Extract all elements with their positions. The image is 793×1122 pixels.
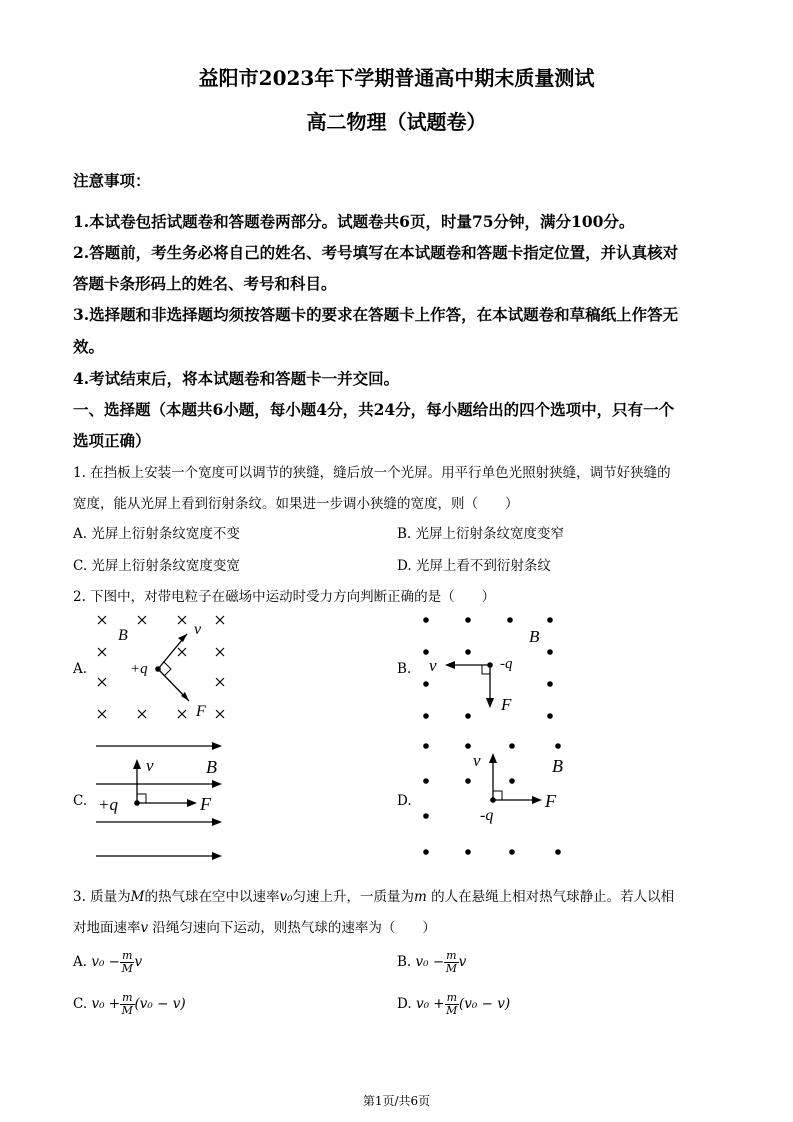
page-footer: 第1页/共6页 [362, 1094, 431, 1108]
force-arrowhead [187, 799, 197, 807]
field-label: B [552, 756, 563, 776]
notice-line-1: 1.本试卷包括试题卷和答题卷两部分。试题卷共6页，时量75分钟，满分100分。 [73, 212, 635, 231]
q3-option-a: A. v₀ − $\frac{m}{M}$ v [73, 949, 143, 975]
q2-diagram-b [415, 610, 575, 725]
right-angle-mark [164, 662, 171, 676]
section1-heading: 一、选择题（本题共6小题，每小题4分，共24分，每小题给出的四个选项中，只有一个 [73, 400, 675, 419]
exam-subtitle: 高二物理（试题卷） [306, 110, 487, 134]
charge-label: +q [130, 661, 148, 677]
velocity-label: v [146, 756, 154, 775]
velocity-label: v [429, 656, 437, 675]
q1-option-d: D. 光屏上看不到衍射条纹 [397, 558, 551, 574]
q2-label-d: D. [397, 793, 412, 809]
notice-line-3: 答题卡条形码上的姓名、考号和科目。 [73, 274, 337, 293]
q2-label-a: A. [73, 661, 88, 677]
q3-stem-2: 对地面速率v 沿绳匀速向下运动，则热气球的速率为（ ） [73, 920, 436, 936]
q2-diagram-d [415, 735, 575, 863]
q2-label-c: C. [73, 793, 88, 809]
charge-label: +q [98, 795, 118, 814]
notice-heading: 注意事项： [73, 171, 151, 190]
charge-label: -q [500, 656, 513, 672]
charge-label: -q [480, 807, 494, 824]
q1-stem-2: 宽度，能从光屏上看到衍射条纹。如果进一步调小狭缝的宽度，则（ ） [73, 496, 519, 512]
force-label: F [196, 703, 206, 720]
notice-line-6: 4.考试结束后，将本试题卷和答题卡一并交回。 [73, 369, 400, 388]
q3-option-b: B. v₀ − $\frac{m}{M}$ v [397, 949, 467, 975]
force-label: F [200, 794, 211, 814]
q3-option-c: C. v₀ + $\frac{m}{M}$ (v₀ − v) [73, 991, 186, 1017]
exam-title: 益阳市2023年下学期普通高中期末质量测试 [198, 66, 595, 90]
notice-line-5: 效。 [73, 337, 105, 356]
velocity-arrowhead [445, 661, 455, 669]
notice-line-4: 3.选择题和非选择题均须按答题卡的要求在答题卡上作答，在本试题卷和草稿纸上作答无 [73, 305, 679, 324]
q3-option-d: D. v₀ + $\frac{m}{M}$ (v₀ − v) [397, 991, 511, 1017]
q1-option-c: C. 光屏上衍射条纹宽度变宽 [73, 558, 240, 574]
q2-stem: 2. 下图中，对带电粒子在磁场中运动时受力方向判断正确的是（ ） [73, 589, 496, 605]
q2-diagram-c [92, 735, 232, 865]
q2-label-b: B. [397, 661, 412, 677]
q1-option-b: B. 光屏上衍射条纹宽度变窄 [397, 526, 565, 542]
field-label: B [118, 627, 128, 644]
section1-heading-cont: 选项正确） [73, 431, 151, 450]
force-arrowhead [486, 698, 494, 708]
q1-stem-1: 1. 在挡板上安装一个宽度可以调节的狭缝，缝后放一个光屏。用平行单色光照射狭缝，调节好狭缝的 [73, 465, 671, 481]
force-label: F [501, 695, 512, 714]
velocity-label: v [473, 751, 481, 770]
field-label: B [529, 627, 540, 646]
velocity-arrowhead [133, 759, 141, 769]
q3-stem-1: 3. 质量为M的热气球在空中以速率v₀匀速上升，一质量为m 的人在悬绳上相对热气球静止。若人以相 [73, 889, 675, 905]
q2-diagram-a [90, 610, 240, 725]
field-label: B [206, 757, 217, 777]
velocity-label: v [194, 621, 202, 638]
force-arrowhead [532, 796, 542, 804]
q1-option-a: A. 光屏上衍射条纹宽度不变 [73, 526, 240, 542]
notice-line-2: 2.答题前，考生务必将自己的姓名、考号填写在本试题卷和答题卡指定位置，并认真核对 [73, 243, 679, 262]
velocity-arrowhead [489, 753, 497, 763]
velocity-arrowhead [178, 634, 187, 642]
force-label: F [545, 791, 556, 811]
